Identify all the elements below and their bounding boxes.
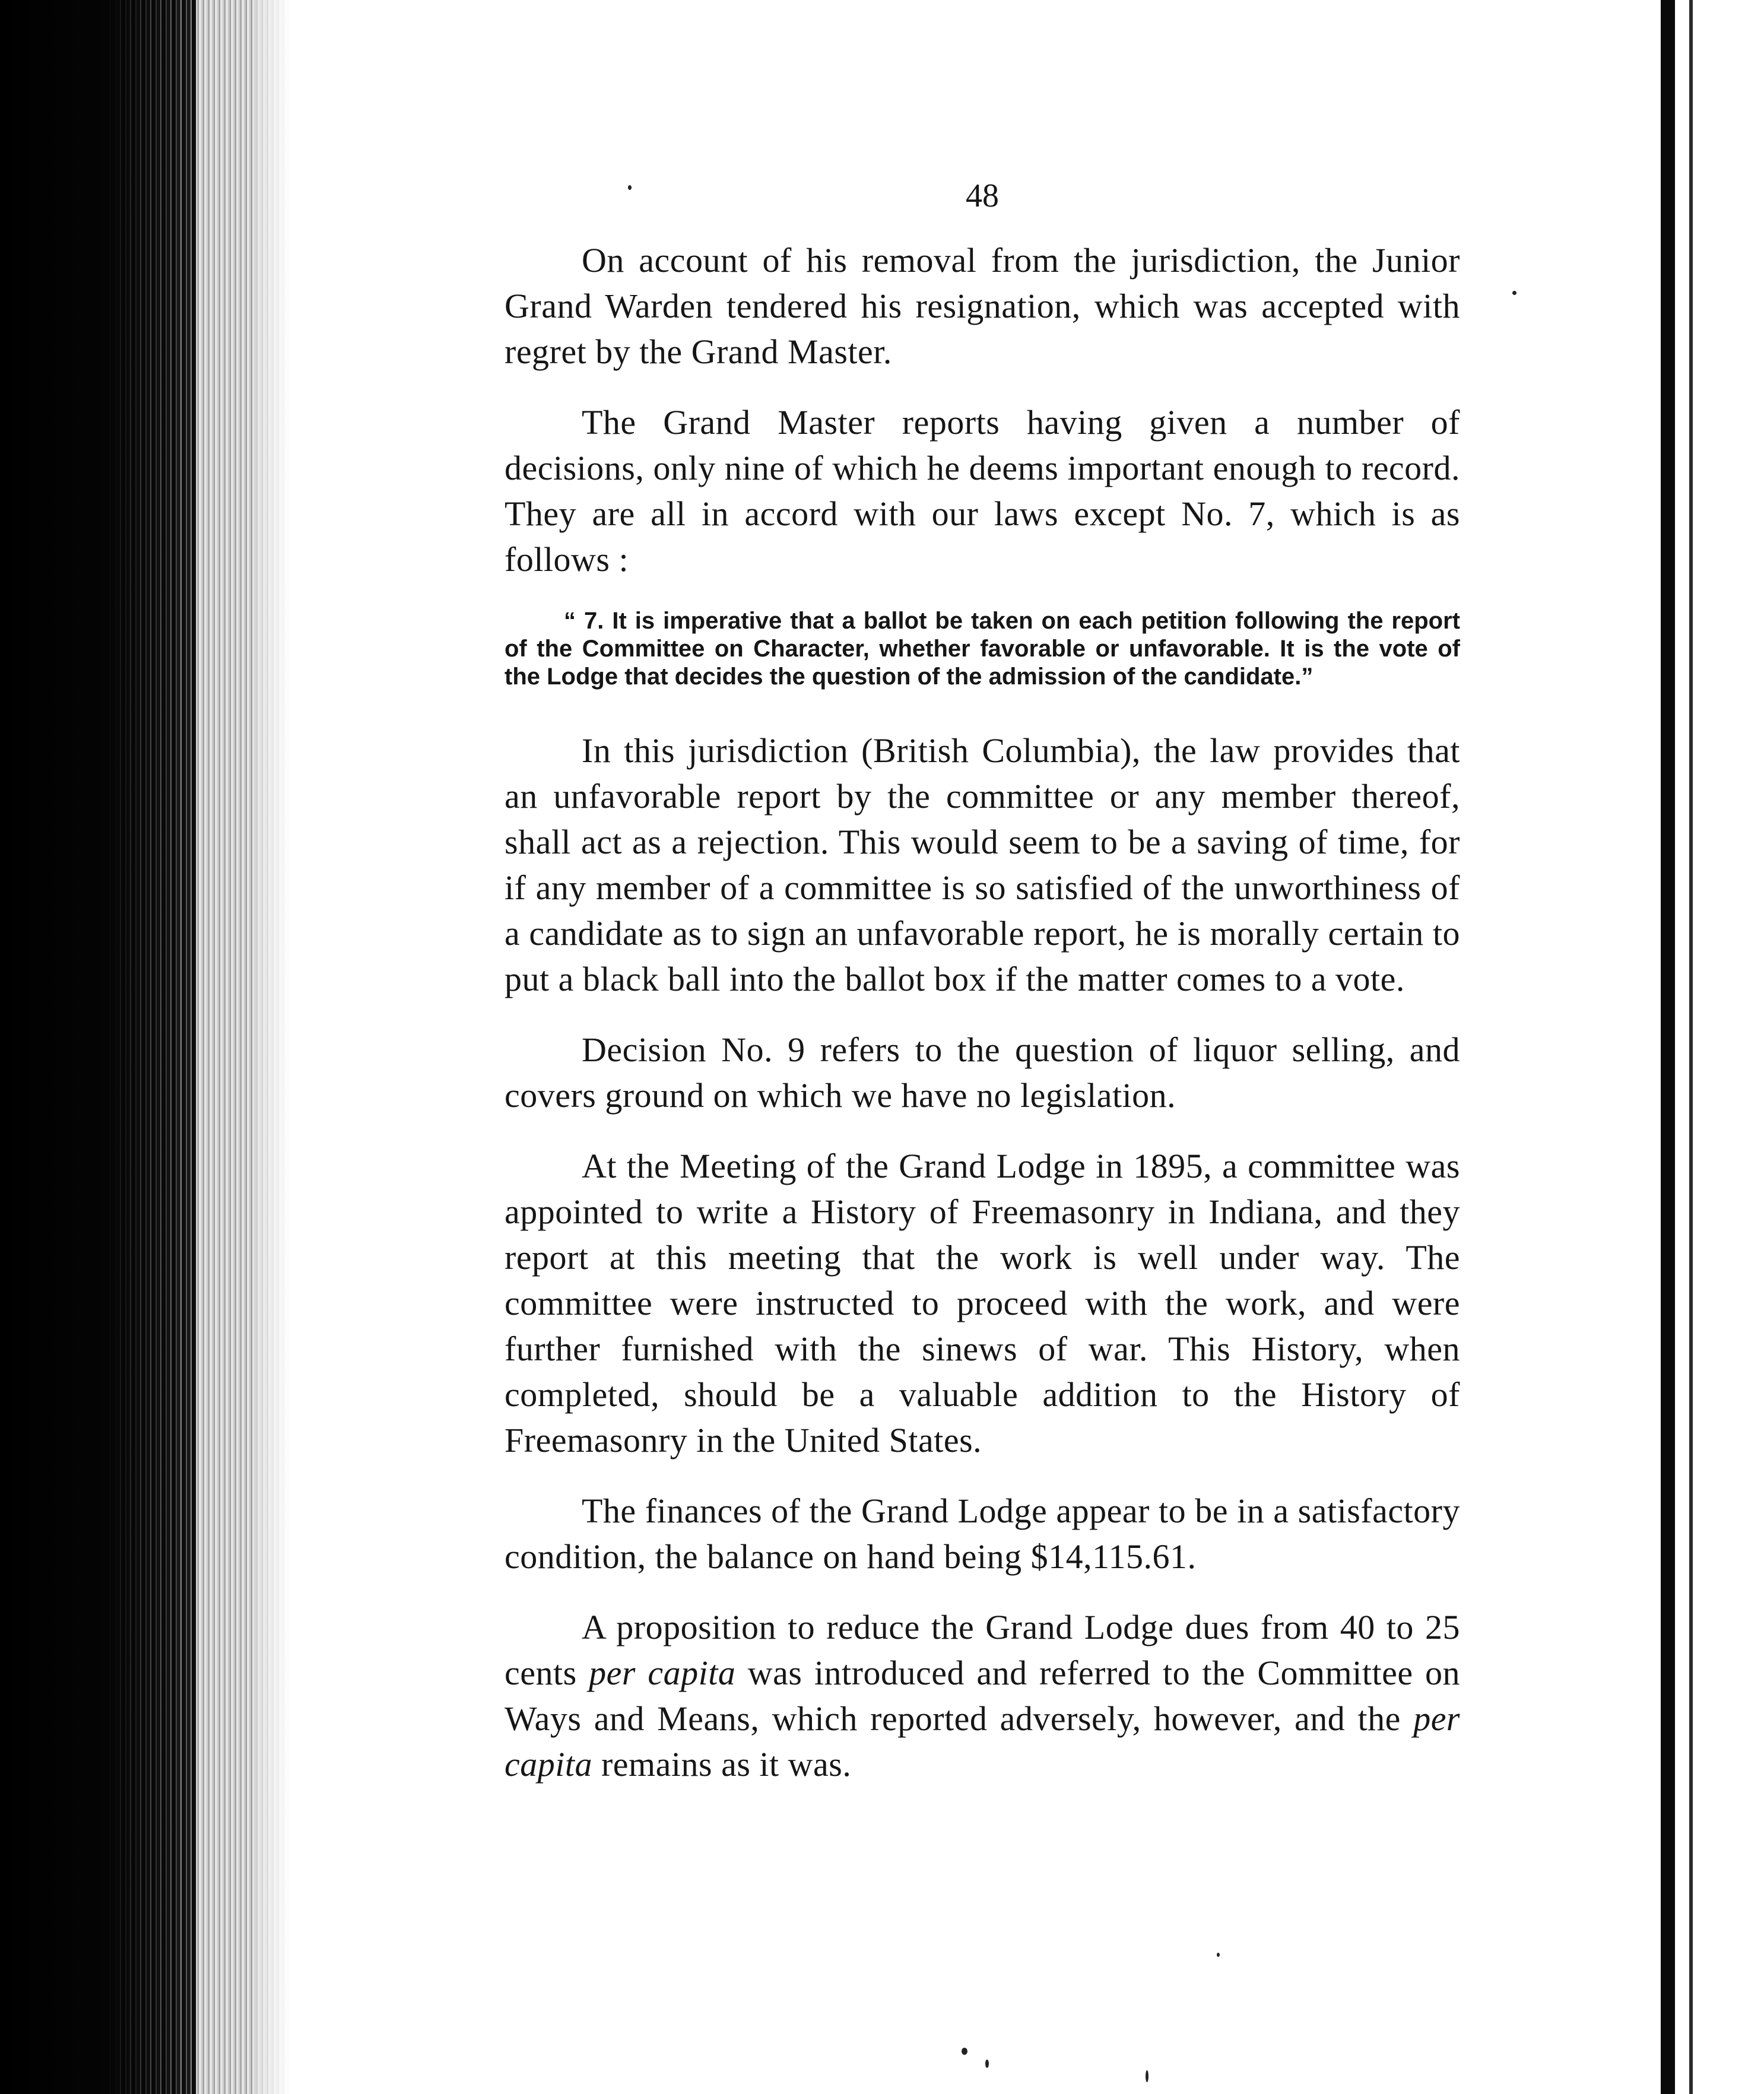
per-capita-text-3: remains as it was.	[601, 1745, 852, 1784]
scan-speck	[628, 185, 632, 190]
scan-speck	[1146, 2070, 1148, 2082]
right-border-line	[1661, 0, 1675, 2094]
scan-speck	[1217, 1953, 1220, 1957]
paragraph-per-capita	[505, 1604, 1460, 1787]
paragraph-history: At the Meeting of the Grand Lodge in 1895, a committee was appointed to write a History of Freemasonry in Indiana, and they report at this meeting that the work is well under way. The committee were instructed to proceed with the work, and were further furnished with the sinews of war. This History, when completed, should be a valuable addition to the History of Freemasonry in the United States.	[505, 1147, 1460, 1460]
binding-shadow	[0, 0, 178, 2094]
per-capita-text-2: was introduced and referred to the Committee on Ways and Means, which reported adversely, however, and the	[505, 1654, 1460, 1738]
decision-quote: “ 7. It is imperative that a ballot be taken on each petition following the report of the Committee on Character, whether favorable or unfavorable. It is the vote of the Lodge that decides the question of the admission of the candidate.”	[505, 608, 1460, 690]
scan-speck	[1512, 291, 1516, 295]
paragraph-decisions: The Grand Master reports having given a number of decisions, only nine of which he deems important enough to record. They are all in accord with our laws except No. 7, which is as follows :	[505, 403, 1460, 579]
paragraph-decision-nine: Decision No. 9 refers to the question of liquor selling, and covers ground on which we have no legislation.	[505, 1030, 1460, 1115]
scan-speck	[962, 2048, 967, 2055]
page-number: 48	[966, 177, 999, 214]
page-edge-fade	[255, 0, 291, 2094]
per-capita-text-1: A proposition to reduce the Grand Lodge dues from 40 to 25 cents	[505, 1608, 1460, 1692]
paragraph-british-columbia: In this jurisdiction (British Columbia), the law provides that an unfavorable report by the committee or any member thereof, shall act as a rejection. This would seem to be a saving of time, for if any member of a committee is so satisfied of the unworthiness of a candidate as to sign an unfavorable report, he is morally certain to put a black ball into the ballot box if the matter comes to a vote.	[505, 731, 1460, 998]
right-border-thin-line	[1689, 0, 1693, 2094]
paragraph-resignation: On account of his removal from the jurisdiction, the Junior Grand Warden tendered his resignation, which was accepted with regret by the Grand Master.	[505, 241, 1460, 371]
paragraph-finances: The finances of the Grand Lodge appear to be in a satisfactory condition, the balance on hand being $14,115.61.	[505, 1492, 1460, 1576]
scan-speck	[985, 2060, 989, 2068]
per-capita-italic-2: per capita	[505, 1699, 1461, 1784]
page-text-column	[505, 172, 1460, 1812]
per-capita-italic-1: per capita	[589, 1654, 736, 1692]
